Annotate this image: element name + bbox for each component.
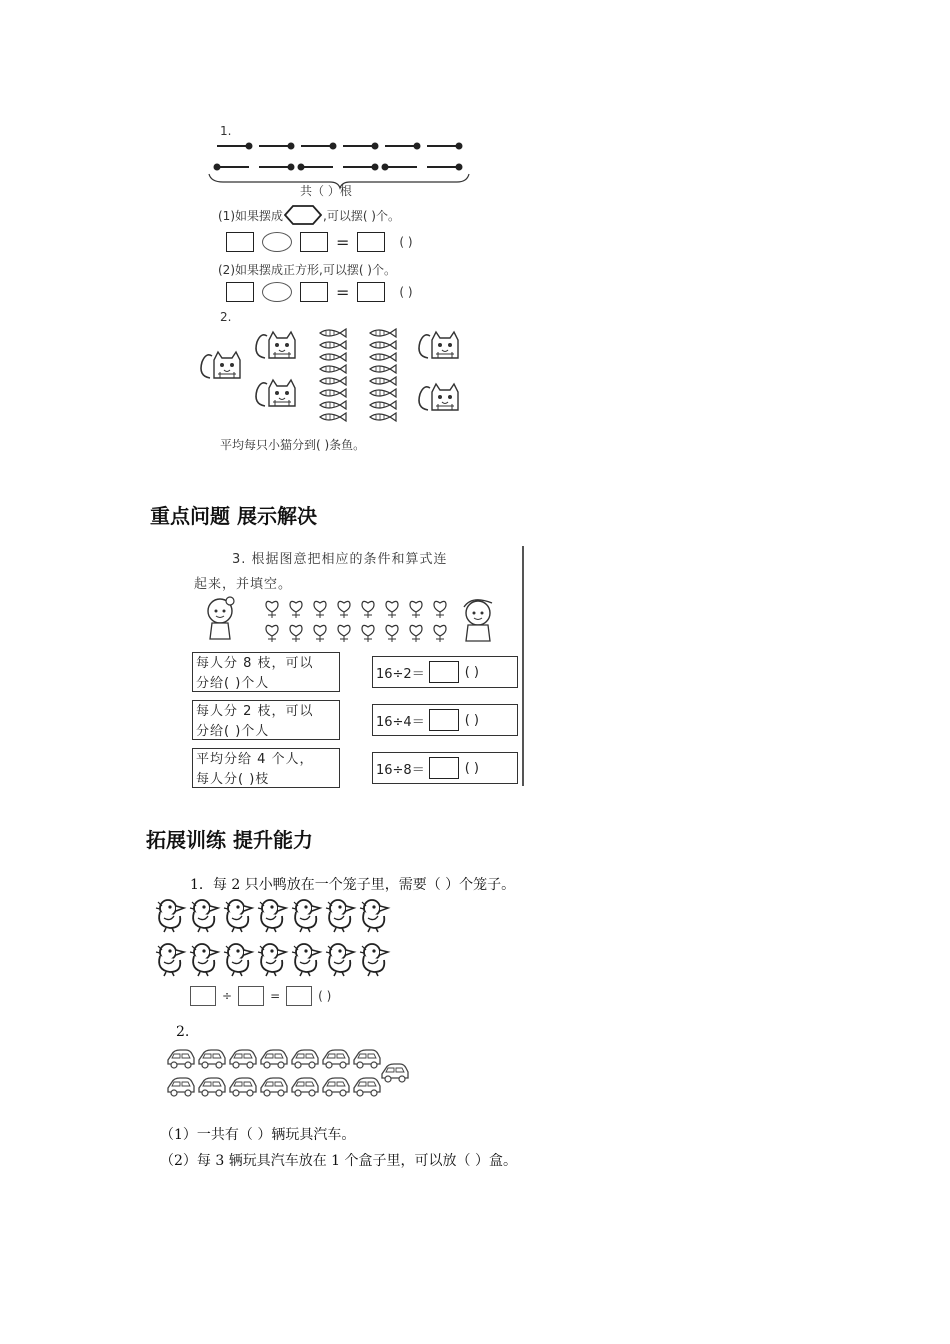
problem-number: 2. <box>220 310 232 324</box>
fish-question: 平均每只小猫分到( )条鱼。 <box>220 438 366 452</box>
answer-box[interactable] <box>286 986 312 1006</box>
condition-box[interactable]: 每人分 8 枝，可以 分给( )个人 <box>192 652 340 692</box>
operator-oval[interactable] <box>262 282 292 302</box>
part2-line: (2)如果摆成正方形,可以摆( )个。 <box>218 263 396 277</box>
cat-icon <box>256 380 295 406</box>
boy-icon <box>464 600 492 641</box>
hexagon-icon <box>284 204 322 226</box>
answer-box[interactable] <box>226 282 254 302</box>
answer-box[interactable] <box>357 282 385 302</box>
cat-icon <box>201 352 240 378</box>
answer-box[interactable] <box>238 986 264 1006</box>
operator-oval[interactable] <box>262 232 292 252</box>
problem-number: 1. <box>220 124 232 138</box>
cat-icon <box>419 384 458 410</box>
condition-box[interactable]: 每人分 2 枝，可以 分给( )个人 <box>192 700 340 740</box>
total-sticks-label: 共（ ）根 <box>300 184 352 198</box>
answer-box[interactable] <box>300 232 328 252</box>
equals-sign: = <box>270 989 281 1003</box>
divide-sign: ÷ <box>222 989 233 1003</box>
condition-box[interactable]: 平均分给 4 个人， 每人分( )枝 <box>192 748 340 788</box>
unit-paren: ( ) <box>399 235 413 249</box>
equals-sign: = <box>336 232 350 252</box>
unit-paren: ( ) <box>399 285 413 299</box>
answer-box[interactable] <box>226 232 254 252</box>
answer-box[interactable] <box>429 661 459 683</box>
children-and-flowers <box>200 595 516 647</box>
ducks-question: 1．每 2 只小鸭放在一个笼子里，需要（ ）个笼子。 <box>190 877 516 893</box>
duck-icon <box>156 900 388 976</box>
answer-box[interactable] <box>300 282 328 302</box>
part1-text: (1)如果摆成 <box>218 208 283 223</box>
divider <box>522 546 524 786</box>
equals-sign: = <box>336 282 350 302</box>
problem-number: 2. <box>176 1024 190 1040</box>
section-heading: 拓展训练 提升能力 <box>146 828 313 852</box>
flower-icon <box>266 601 446 642</box>
answer-box[interactable] <box>357 232 385 252</box>
cars-subquestion-2: （2）每 3 辆玩具汽车放在 1 个盒子里，可以放（ ）盒。 <box>160 1153 517 1169</box>
equation-row-2 <box>226 282 413 302</box>
fish-icon <box>320 329 396 421</box>
cat-icon <box>419 332 458 358</box>
part1-tail: ,可以摆( )个。 <box>323 208 400 223</box>
cats-and-fish-illustration <box>200 326 480 434</box>
equation-box[interactable]: 16÷4＝ ( ) <box>372 704 518 736</box>
duck-equation <box>190 986 331 1006</box>
cat-icon <box>256 332 295 358</box>
answer-box[interactable] <box>429 709 459 731</box>
cars-subquestion-1: （1）一共有（ ）辆玩具汽车。 <box>160 1127 356 1143</box>
ducks-illustration <box>154 896 404 980</box>
toy-car-icon <box>168 1050 408 1096</box>
equation-box[interactable]: 16÷2＝ ( ) <box>372 656 518 688</box>
girl-icon <box>208 597 234 639</box>
answer-box[interactable] <box>190 986 216 1006</box>
equation-row-1 <box>226 232 413 252</box>
part1-line <box>218 204 400 226</box>
equation-box[interactable]: 16÷8＝ ( ) <box>372 752 518 784</box>
cars-illustration <box>166 1046 412 1102</box>
section-heading: 重点问题 展示解决 <box>150 504 317 528</box>
unit-paren: ( ) <box>318 989 332 1003</box>
q3-line1: 3. 根据图意把相应的条件和算式连 <box>232 552 448 567</box>
q3-line2: 起来，并填空。 <box>194 577 293 592</box>
answer-box[interactable] <box>429 757 459 779</box>
